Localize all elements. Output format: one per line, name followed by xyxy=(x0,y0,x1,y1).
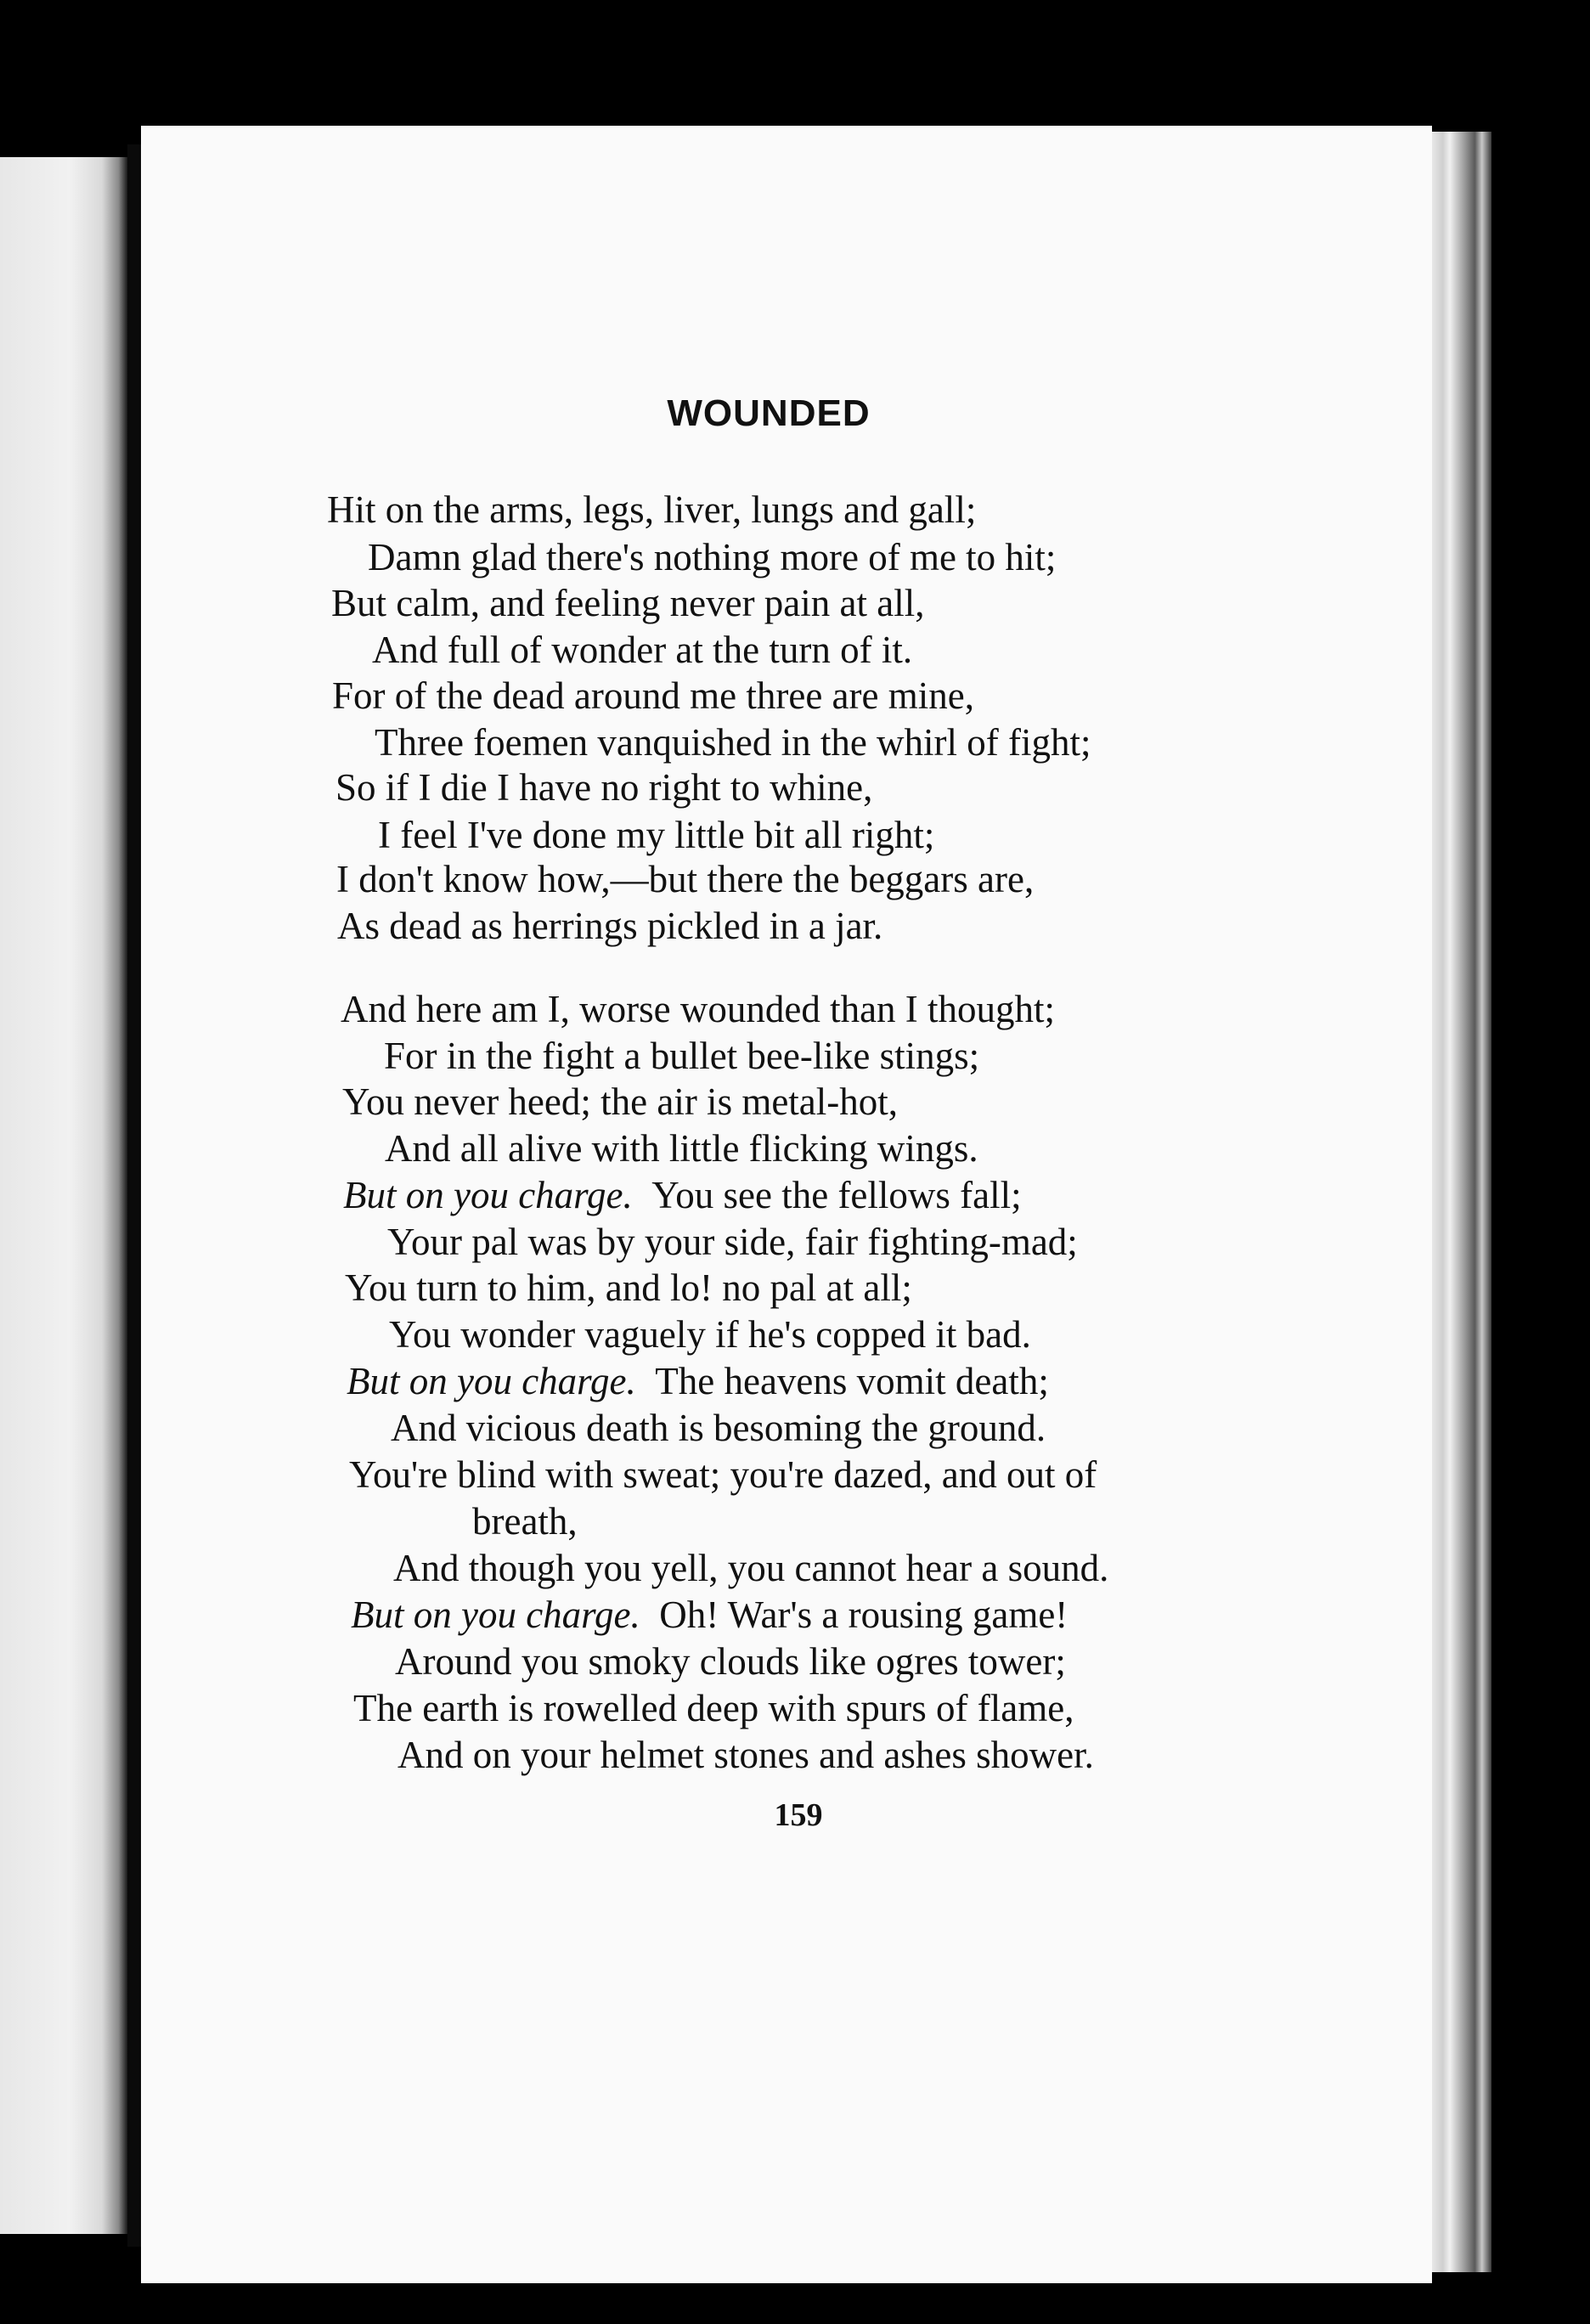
poem-line: And on your helmet stones and ashes shower. xyxy=(398,1734,1094,1776)
poem-line: And full of wonder at the turn of it. xyxy=(372,629,913,671)
poem-line: As dead as herrings pickled in a jar. xyxy=(337,905,883,947)
poem-line xyxy=(343,1176,1022,1215)
poem-line: And vicious death is besoming the ground. xyxy=(391,1407,1046,1449)
poem-line: Your pal was by your side, fair fighting-mad; xyxy=(387,1221,1078,1263)
poem-line: I don't know how,—but there the beggars are, xyxy=(336,858,1035,900)
refrain-italic: But on you charge. xyxy=(351,1594,640,1636)
poem-line: You never heed; the air is metal-hot, xyxy=(342,1080,899,1123)
poem-line: The earth is rowelled deep with spurs of flame, xyxy=(353,1687,1074,1729)
poem-line: And all alive with little flicking wings. xyxy=(385,1127,978,1170)
poem-line-text: You see the fellows fall; xyxy=(651,1174,1022,1216)
poem-line xyxy=(351,1596,1068,1634)
poem-line: You wonder vaguely if he's copped it bad. xyxy=(389,1313,1031,1356)
poem-line-text: The heavens vomit death; xyxy=(655,1360,1049,1402)
poem-line: You're blind with sweat; you're dazed, and out of xyxy=(349,1453,1097,1496)
poem-line: breath, xyxy=(472,1500,578,1543)
refrain-italic: But on you charge. xyxy=(343,1174,633,1216)
poem-line: Three foemen vanquished in the whirl of fight; xyxy=(375,721,1091,764)
poem-line: Hit on the arms, legs, liver, lungs and gall; xyxy=(327,488,977,531)
poem-line: You turn to him, and lo! no pal at all; xyxy=(345,1266,912,1309)
poem-line: And though you yell, you cannot hear a sound. xyxy=(393,1547,1109,1589)
page-number: 159 xyxy=(774,1797,823,1833)
poem-line: And here am I, worse wounded than I thought; xyxy=(341,988,1056,1030)
refrain-italic: But on you charge. xyxy=(347,1360,636,1402)
poem-line: So if I die I have no right to whine, xyxy=(335,766,873,809)
poem-line: For of the dead around me three are mine, xyxy=(332,674,974,717)
poem-line xyxy=(347,1362,1049,1401)
poem-line: Around you smoky clouds like ogres tower; xyxy=(395,1640,1066,1683)
poem-line: I feel I've done my little bit all right; xyxy=(378,814,935,856)
poem-line: Damn glad there's nothing more of me to hit; xyxy=(368,536,1057,578)
page-title: WOUNDED xyxy=(667,392,871,434)
poem-line: For in the fight a bullet bee-like stings; xyxy=(384,1035,980,1077)
poem-line-text: Oh! War's a rousing game! xyxy=(659,1594,1068,1636)
poem-line: But calm, and feeling never pain at all, xyxy=(331,582,925,624)
